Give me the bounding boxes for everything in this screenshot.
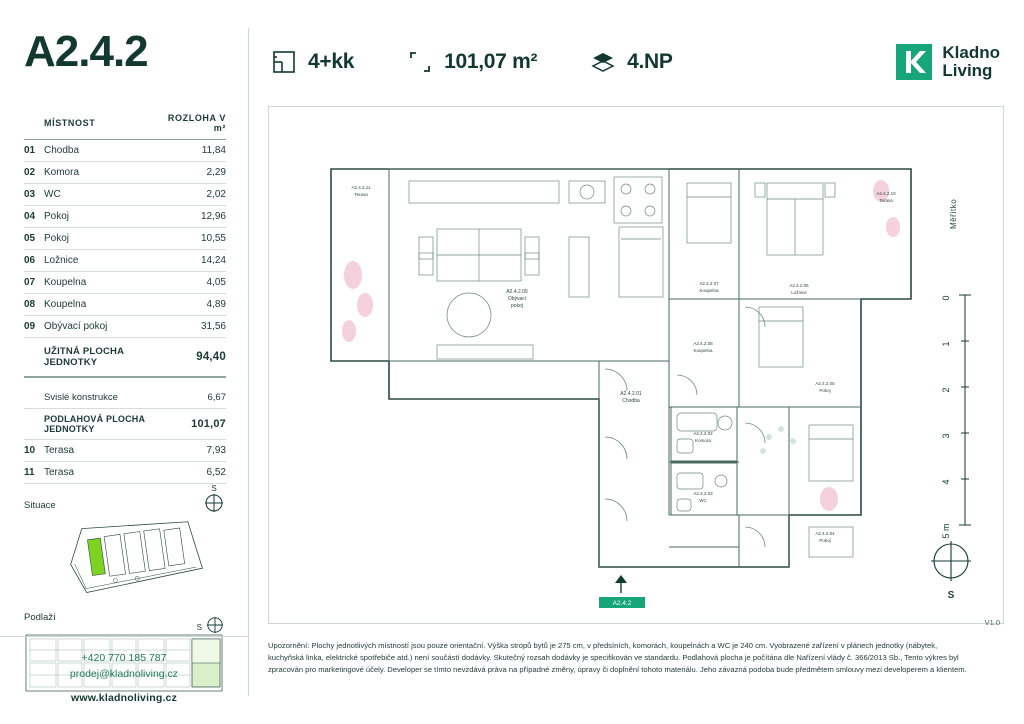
table-row: 10 Terasa 7,93 — [24, 440, 226, 462]
brand-logo — [896, 44, 1000, 81]
north-label: S — [947, 590, 955, 601]
layout-meta — [272, 50, 354, 74]
svg-text:Terasa: Terasa — [354, 192, 368, 197]
svg-text:WC: WC — [699, 498, 707, 503]
kladno-living-mark-icon — [896, 44, 932, 80]
svg-text:Chodba: Chodba — [622, 398, 640, 404]
header-bar — [272, 38, 1000, 86]
situace-compass-label: S — [211, 484, 217, 493]
svg-text:A2.4.2.02: A2.4.2.02 — [693, 431, 713, 436]
floor-area-row: PODLAHOVÁ PLOCHA JEDNOTKY 101,07 — [24, 409, 226, 440]
floorplan-icon — [272, 50, 296, 74]
left-info-panel — [0, 0, 248, 724]
svg-text:Koupelna: Koupelna — [693, 348, 713, 353]
site-situation-map — [24, 517, 226, 600]
col-room-header: MÍSTNOST — [44, 108, 162, 140]
table-row: 06 Ložnice 14,24 — [24, 250, 226, 272]
brand-text — [942, 44, 1000, 81]
svg-text:Terasa: Terasa — [879, 198, 893, 203]
svg-text:A2.4.2.06: A2.4.2.06 — [789, 283, 809, 288]
svg-text:A2.4.2.05: A2.4.2.05 — [815, 381, 835, 386]
area-value: 101,07 m² — [444, 50, 538, 73]
col-area-header: ROZLOHA V m² — [162, 108, 226, 140]
svg-text:5 m: 5 m — [941, 523, 951, 539]
svg-text:A2.4.2.09: A2.4.2.09 — [506, 289, 528, 295]
table-row: 11 Terasa 6,52 — [24, 462, 226, 484]
phone-link[interactable]: +420 770 185 787 — [81, 652, 167, 665]
svg-text:A2.4.2.07: A2.4.2.07 — [699, 281, 719, 286]
svg-text:4: 4 — [941, 479, 951, 485]
usable-area-row: UŽITNÁ PLOCHA JEDNOTKY 94,40 — [24, 338, 226, 378]
version-label: V1.0 — [984, 618, 1000, 627]
svg-text:0: 0 — [941, 295, 951, 301]
floor-meta — [591, 50, 673, 74]
situace-label: Situace — [24, 500, 56, 511]
floor-value: 4.NP — [627, 50, 673, 73]
table-row: 01 Chodba 11,84 — [24, 140, 226, 162]
svg-text:pokoj: pokoj — [511, 303, 523, 309]
svg-text:Koupelna: Koupelna — [699, 288, 719, 293]
table-row: Svislé konstrukce 6,67 — [24, 387, 226, 409]
svg-text:A2.4.2.10: A2.4.2.10 — [876, 191, 896, 196]
website-link[interactable]: www.kladnoliving.cz — [70, 691, 178, 704]
vertical-divider — [248, 28, 249, 696]
plan-unit-tag: A2.4.2 — [612, 600, 632, 607]
room-table — [24, 108, 226, 484]
brand-line1: Kladno — [942, 42, 1000, 62]
svg-text:2: 2 — [941, 387, 951, 393]
table-row: 04 Pokoj 12,96 — [24, 206, 226, 228]
floorplan-drawing — [268, 106, 1004, 624]
table-row: 02 Komora 2,29 — [24, 162, 226, 184]
page-title: A2.4.2 — [24, 27, 148, 76]
area-meta — [408, 50, 537, 74]
area-icon — [408, 50, 432, 74]
north-compass — [925, 539, 977, 601]
svg-text:A2.4.2.04: A2.4.2.04 — [815, 531, 835, 536]
disclaimer-note: Upozornění: Plochy jednotlivých místností jsou pouze orientační. Výška stropů bytů je 275 cm, v předsíních, komorách, koupelnách a WC je 240 cm. Vyobrazené zařízení v plánech jednotky (nábytek, kuchyňská linka, elektrické spotřebiče atd.) není součástí dodávky. Skutečný rozsah dodávky je specifikován ve standardu. Podlahová plocha je počítána dle Nařízení vlády č. 366/2013 Sb., Tento výkres byl zpracován pro marketingové účely. Developer se tímto nevzdává práva na případné změny, úpravy či doplnění tohoto materiálu. Jeho závazná podoba bude předmětem smlouvy mezi developerem a klientem. — [268, 641, 967, 674]
svg-text:A2.4.2.03: A2.4.2.03 — [693, 491, 713, 496]
compass-icon — [204, 500, 224, 517]
table-row: 07 Koupelna 4,05 — [24, 272, 226, 294]
apartment-plan-svg — [269, 107, 1005, 625]
svg-text:A2.4.2.08: A2.4.2.08 — [693, 341, 713, 346]
layers-icon — [591, 50, 615, 74]
svg-text:Pokoj: Pokoj — [819, 388, 831, 393]
svg-text:A2.4.2.01: A2.4.2.01 — [620, 391, 642, 397]
table-row: 05 Pokoj 10,55 — [24, 228, 226, 250]
table-row: 09 Obývací pokoj 31,56 — [24, 316, 226, 338]
podlazi-label: Podlaží — [24, 612, 56, 623]
scale-bar — [935, 165, 981, 585]
email-link[interactable]: prodej@kladnoliving.cz — [69, 667, 179, 680]
svg-text:Komora: Komora — [695, 438, 711, 443]
podlazi-compass-label: S — [196, 623, 202, 632]
svg-text:A2.4.2.11: A2.4.2.11 — [351, 185, 371, 190]
contact-block — [0, 636, 248, 724]
svg-text:Obývací: Obývací — [507, 296, 527, 302]
brand-line2: Living — [942, 61, 993, 80]
svg-text:Pokoj: Pokoj — [819, 538, 831, 543]
svg-text:Ložnice: Ložnice — [791, 290, 807, 295]
svg-text:3: 3 — [941, 433, 951, 439]
table-row: 08 Koupelna 4,89 — [24, 294, 226, 316]
table-row: 03 WC 2,02 — [24, 184, 226, 206]
table-header-row — [24, 108, 226, 140]
layout-value: 4+kk — [308, 50, 355, 73]
scale-label: Měřítko — [949, 198, 958, 229]
svg-text:1: 1 — [941, 341, 951, 347]
